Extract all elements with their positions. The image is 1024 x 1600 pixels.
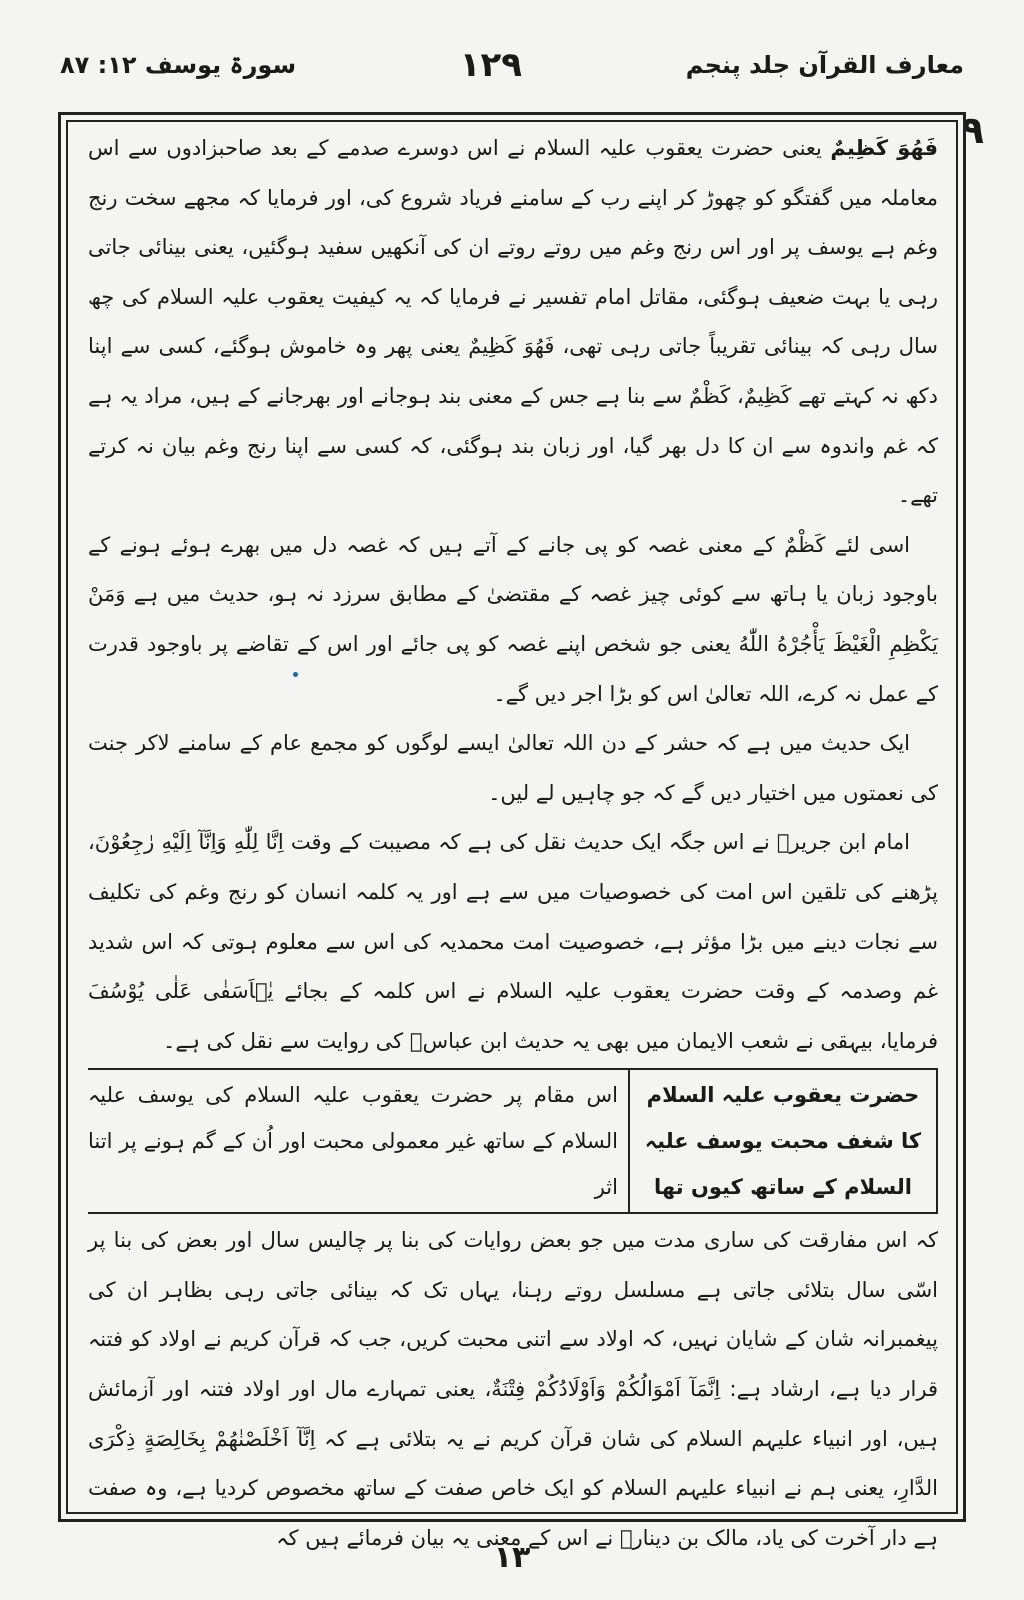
paragraph: ایک حدیث میں ہے کہ حشر کے دن اللہ تعالیٰ ایسے لوگوں کو مجمع عام کے سامنے لاکر جنت کی نعمتوں میں اختیار دیں گے کہ جو چاہیں لے لیں۔ xyxy=(88,731,938,805)
page-header xyxy=(60,40,964,90)
subheading-text: اس مقام پر حضرت یعقوب علیہ السلام کی یوسف علیہ السلام کے ساتھ غیر معمولی محبت اور اُن کے گم ہونے پر اتنا اثر xyxy=(88,1083,618,1200)
ink-dot xyxy=(293,672,298,677)
main-text xyxy=(88,124,938,1550)
footer-signature-mark: ١٣ xyxy=(493,1540,531,1575)
surah-reference: سورۃ یوسف ۱۲: ۸۷ xyxy=(60,51,297,79)
paragraph-text: یعنی حضرت یعقوب علیہ السلام نے اس دوسرے صدمے کے بعد صاحبزادوں سے اس معاملہ میں گفتگو کو چھوڑ کر اپنے رب کے سامنے فریاد شروع کی، اور فرمایا کہ مجھے سخت رنج وغم ہے یوسف پر اور اس رنج وغم میں روتے روتے ان کی آنکھیں سفید ہوگئیں، یعنی بینائی جاتی رہی یا بہت ضعیف ہوگئی، مقاتل امام تفسیر نے فرمایا کہ یہ کیفیت یعقوب علیہ السلام کی چھ سال رہی کہ بینائی تقریباً جاتی رہی تھی، فَهُوَ كَظِيمٌ یعنی پھر وہ خاموش ہوگئے، کسی سے اپنا دکھ نہ کہتے تھے كَظِيمٌ، كَظْمٌ سے بنا ہے جس کے معنی بند ہوجانے اور بھرجانے کے ہیں، مراد یہ ہے کہ غم واندوہ سے ان کا دل بھر گیا، اور زبان بند ہوگئی، کہ کسی سے اپنا رنج وغم بیان نہ کرتے تھے۔ xyxy=(88,136,938,508)
paragraph: اسی لئے كَظْمٌ کے معنی غصہ کو پی جانے کے آتے ہیں کہ غصہ دل میں بھرے ہوئے ہونے کے باوجود زبان یا ہاتھ سے کوئی چیز غصہ کے مقتضیٰ کے مطابق سرزد نہ ہو، حدیث میں ہے وَمَنْ يَكْظِمِ الْغَيْظَ يَأْجُرْهُ اللّٰهُ یعنی جو شخص اپنے غصہ کو پی جائے اور اس کے تقاضے پر باوجود قدرت کے عمل نہ کرے، اللہ تعالیٰ اس کو بڑا اجر دیں گے۔ xyxy=(88,532,938,706)
paragraph: کہ اس مفارقت کی ساری مدت میں جو بعض روایات کی بنا پر چالیس سال اور بعض کی بنا پر اسّی سال بتلائی جاتی ہے مسلسل روتے رہنا، یہاں تک کہ بینائی جاتی رہی بظاہر ان کی پیغمبرانہ شان کے شایان نہیں، کہ اولاد سے اتنی محبت کریں، جب کہ قرآن کریم نے اولاد کو فتنہ قرار دیا ہے، ارشاد ہے: اِنَّمَآ اَمْوَالُكُمْ وَاَوْلَادُكُمْ فِتْنَةٌ، یعنی تمہارے مال اور اولاد فتنہ اور آزمائش ہیں، اور انبیاء علیہم السلام کی شان قرآن کریم نے یہ بتلائی ہے کہ اِنَّآ اَخْلَصْنٰهُمْ بِخَالِصَةٍ ذِكْرَى الدَّارِ، یعنی ہم نے انبیاء علیہم السلام کو ایک خاص صفت کے ساتھ مخصوص کردیا ہے، وہ صفت ہے دار آخرت کی یاد، مالک بن دینارؒ نے اس کے معنی یہ بیان فرمائے ہیں کہ xyxy=(88,1228,938,1550)
quran-lead: فَهُوَ كَظِيمٌ xyxy=(830,136,938,160)
subheading-box xyxy=(88,1068,938,1214)
book-title: معارف القرآن جلد پنجم xyxy=(685,51,964,79)
page-number: ١٢٩ xyxy=(459,45,523,85)
subheading-title: حضرت یعقوب علیہ السلام کا شغف محبت یوسف علیہ السلام کے ساتھ کیوں تھا xyxy=(628,1070,938,1212)
paragraph: امام ابن جریرؒ نے اس جگہ ایک حدیث نقل کی ہے کہ مصیبت کے وقت اِنَّا لِلّٰهِ وَاِنَّآ اِلَيْهِ رٰجِعُوْنَ، پڑھنے کی تلقین اس امت کی خصوصیات میں سے ہے اور یہ کلمہ انسان کو رنج وغم کی تکلیف سے نجات دینے میں بڑا مؤثر ہے، خصوصیت امت محمدیہ کی اس سے معلوم ہوتی کہ اس شدید غم وصدمہ کے وقت حضرت یعقوب علیہ السلام نے اس کلمہ کے بجائے يٰۤاَسَفٰى عَلٰى يُوْسُفَ فرمایا، بیہقی نے شعب الایمان میں بھی یہ حدیث ابن عباسؓ کی روایت سے نقل کی ہے۔ xyxy=(88,830,938,1053)
paragraph xyxy=(88,124,938,521)
margin-section-mark: ٩ xyxy=(960,108,984,152)
